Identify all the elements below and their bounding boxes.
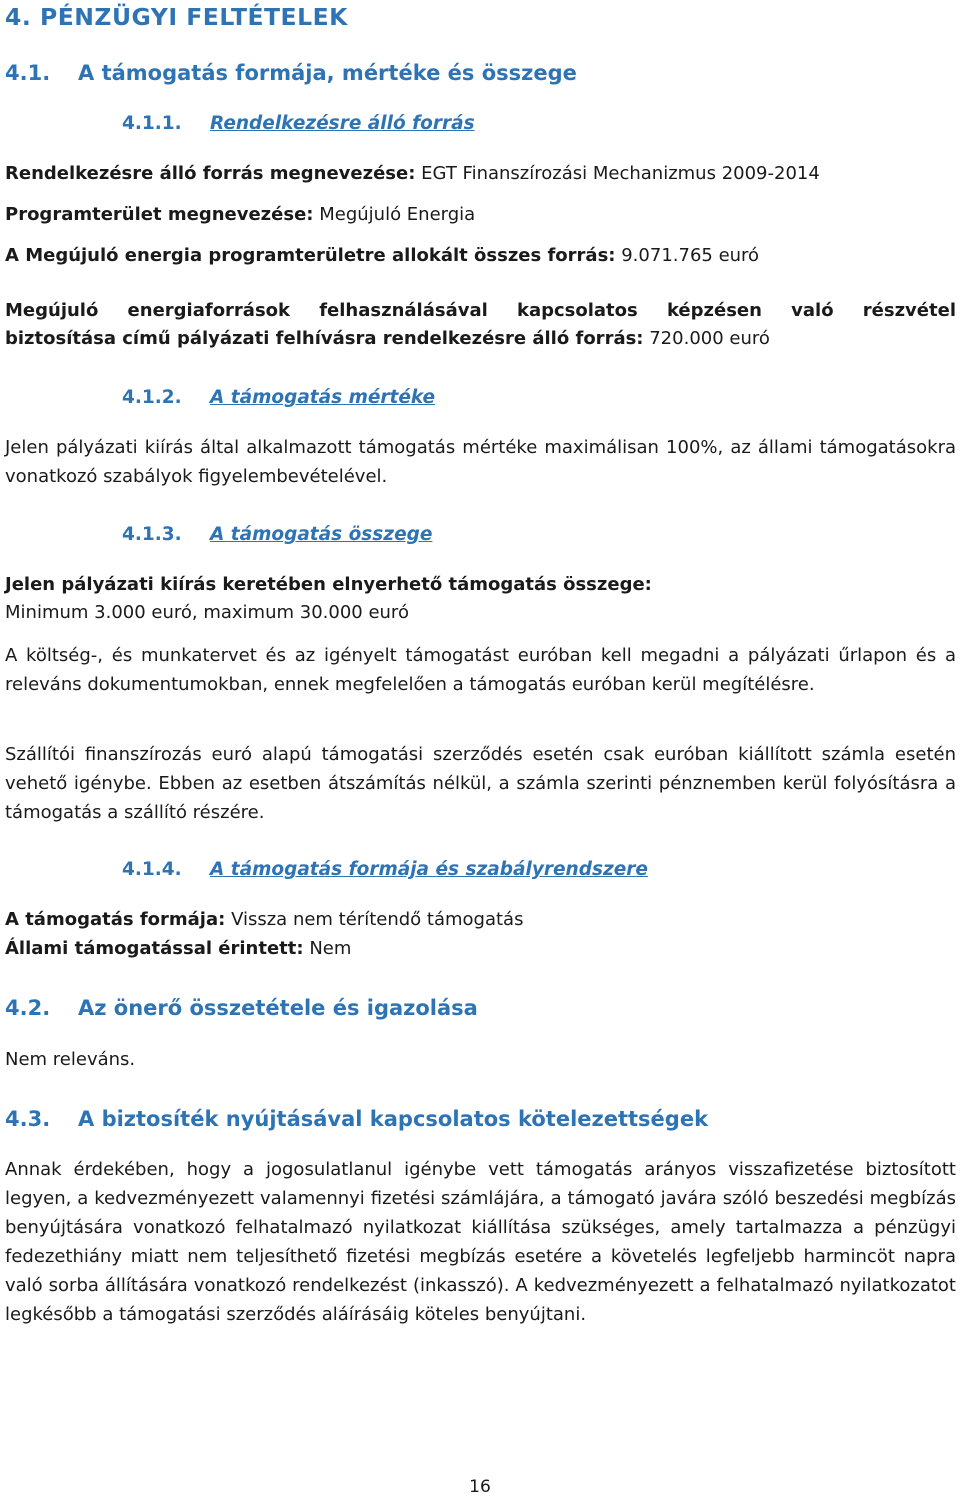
call-row	[5, 328, 956, 350]
heading-title: A támogatás mértéke	[210, 387, 436, 408]
source-name-label: Rendelkezésre álló forrás megnevezése:	[5, 163, 416, 184]
heading-section-4-1-2	[122, 387, 956, 409]
heading-title: Rendelkezésre álló forrás	[210, 113, 475, 134]
heading-number: 4.2.	[5, 996, 51, 1020]
heading-title: Az önerő összetétele és igazolása	[78, 996, 478, 1020]
source-name-value: EGT Finanszírozási Mechanizmus 2009-2014	[421, 163, 820, 184]
call-value: 720.000 euró	[649, 328, 770, 349]
allocated-row	[5, 245, 956, 267]
support-form-value: Vissza nem térítendő támogatás	[231, 909, 524, 930]
amount-label: Jelen pályázati kiírás keretében elnyerhető támogatás összege:	[5, 574, 652, 595]
program-row	[5, 204, 956, 226]
heading-title: A biztosíték nyújtásával kapcsolatos kötelezettségek	[78, 1107, 709, 1131]
support-form-label: A támogatás formája:	[5, 909, 226, 930]
heading-section-4	[5, 3, 956, 31]
heading-section-4-2	[5, 997, 956, 1019]
page-number: 16	[469, 1477, 491, 1497]
guarantee-paragraph: Annak érdekében, hogy a jogosulatlanul igénybe vett támogatás arányos visszafizetése biztosított legyen, a kedvezményezett valamennyi fizetési számlájára, a támogató javára szóló beszedési megbízás benyújtására vonatkozó felhatalmazó nyilatkozat kiállítása szükséges, amely tartalmazza a pénzügyi fedezethiány miatt nem teljesíthető fizetési megbízás esetére a követelés legfeljebb harmincöt napra való sorba állítására vonatkozó rendelkezést (inkasszó). A kedvezményezett a felhatalmazó nyilatkozatot legkésőbb a támogatási szerződés aláírásáig köteles benyújtani.	[5, 1159, 956, 1325]
heading-title: A támogatás formája és szabályrendszere	[210, 859, 648, 880]
heading-title: A támogatás összege	[210, 524, 433, 545]
amount-value: Minimum 3.000 euró, maximum 30.000 euró	[5, 602, 409, 623]
heading-number: 4.	[5, 3, 32, 31]
heading-number: 4.1.4.	[122, 859, 182, 880]
state-aid-row	[5, 938, 956, 960]
heading-number: 4.1.2.	[122, 387, 182, 408]
state-aid-value: Nem	[309, 938, 352, 959]
heading-number: 4.1.1.	[122, 113, 182, 134]
state-aid-label: Állami támogatással érintett:	[5, 938, 304, 959]
allocated-label: A Megújuló energia programterületre allokált összes forrás:	[5, 245, 616, 266]
heading-title: PÉNZÜGYI FELTÉTELEK	[39, 3, 348, 31]
own-funds-text: Nem releváns.	[5, 1049, 136, 1070]
program-value: Megújuló Energia	[319, 204, 476, 225]
heading-number: 4.1.3.	[122, 524, 182, 545]
amount-paragraph-1: A költség-, és munkatervet és az igényelt támogatást euróban kell megadni a pályázati űrlapon és a releváns dokumentumokban, ennek megfelelően a támogatás euróban kerül megítélésre.	[5, 645, 956, 695]
allocated-value: 9.071.765 euró	[621, 245, 760, 266]
call-label-line1: Megújuló energiaforrások felhasználásával kapcsolatos képzésen való részvétel	[5, 300, 956, 321]
heading-section-4-1	[5, 62, 956, 84]
heading-number: 4.3.	[5, 1107, 51, 1131]
support-form-row	[5, 909, 956, 931]
call-label-line2: biztosítása című pályázati felhívásra rendelkezésre álló forrás:	[5, 328, 644, 349]
heading-section-4-1-1	[122, 113, 956, 135]
heading-title: A támogatás formája, mértéke és összege	[78, 61, 577, 85]
heading-section-4-1-4	[122, 859, 956, 881]
program-label: Programterület megnevezése:	[5, 204, 314, 225]
heading-section-4-3	[5, 1108, 956, 1130]
amount-paragraph-2: Szállítói finanszírozás euró alapú támogatási szerződés esetén csak euróban kiállított számla esetén vehető igénybe. Ebben az esetben átszámítás nélkül, a számla szerinti pénznemben kerül folyósításra a támogatás a szállító részére.	[5, 744, 956, 823]
heading-number: 4.1.	[5, 61, 51, 85]
source-name-row	[5, 163, 956, 185]
heading-section-4-1-3	[122, 524, 956, 546]
rate-paragraph: Jelen pályázati kiírás által alkalmazott támogatás mértéke maximálisan 100%, az állami támogatásokra vonatkozó szabályok figyelembevételével.	[5, 437, 956, 487]
